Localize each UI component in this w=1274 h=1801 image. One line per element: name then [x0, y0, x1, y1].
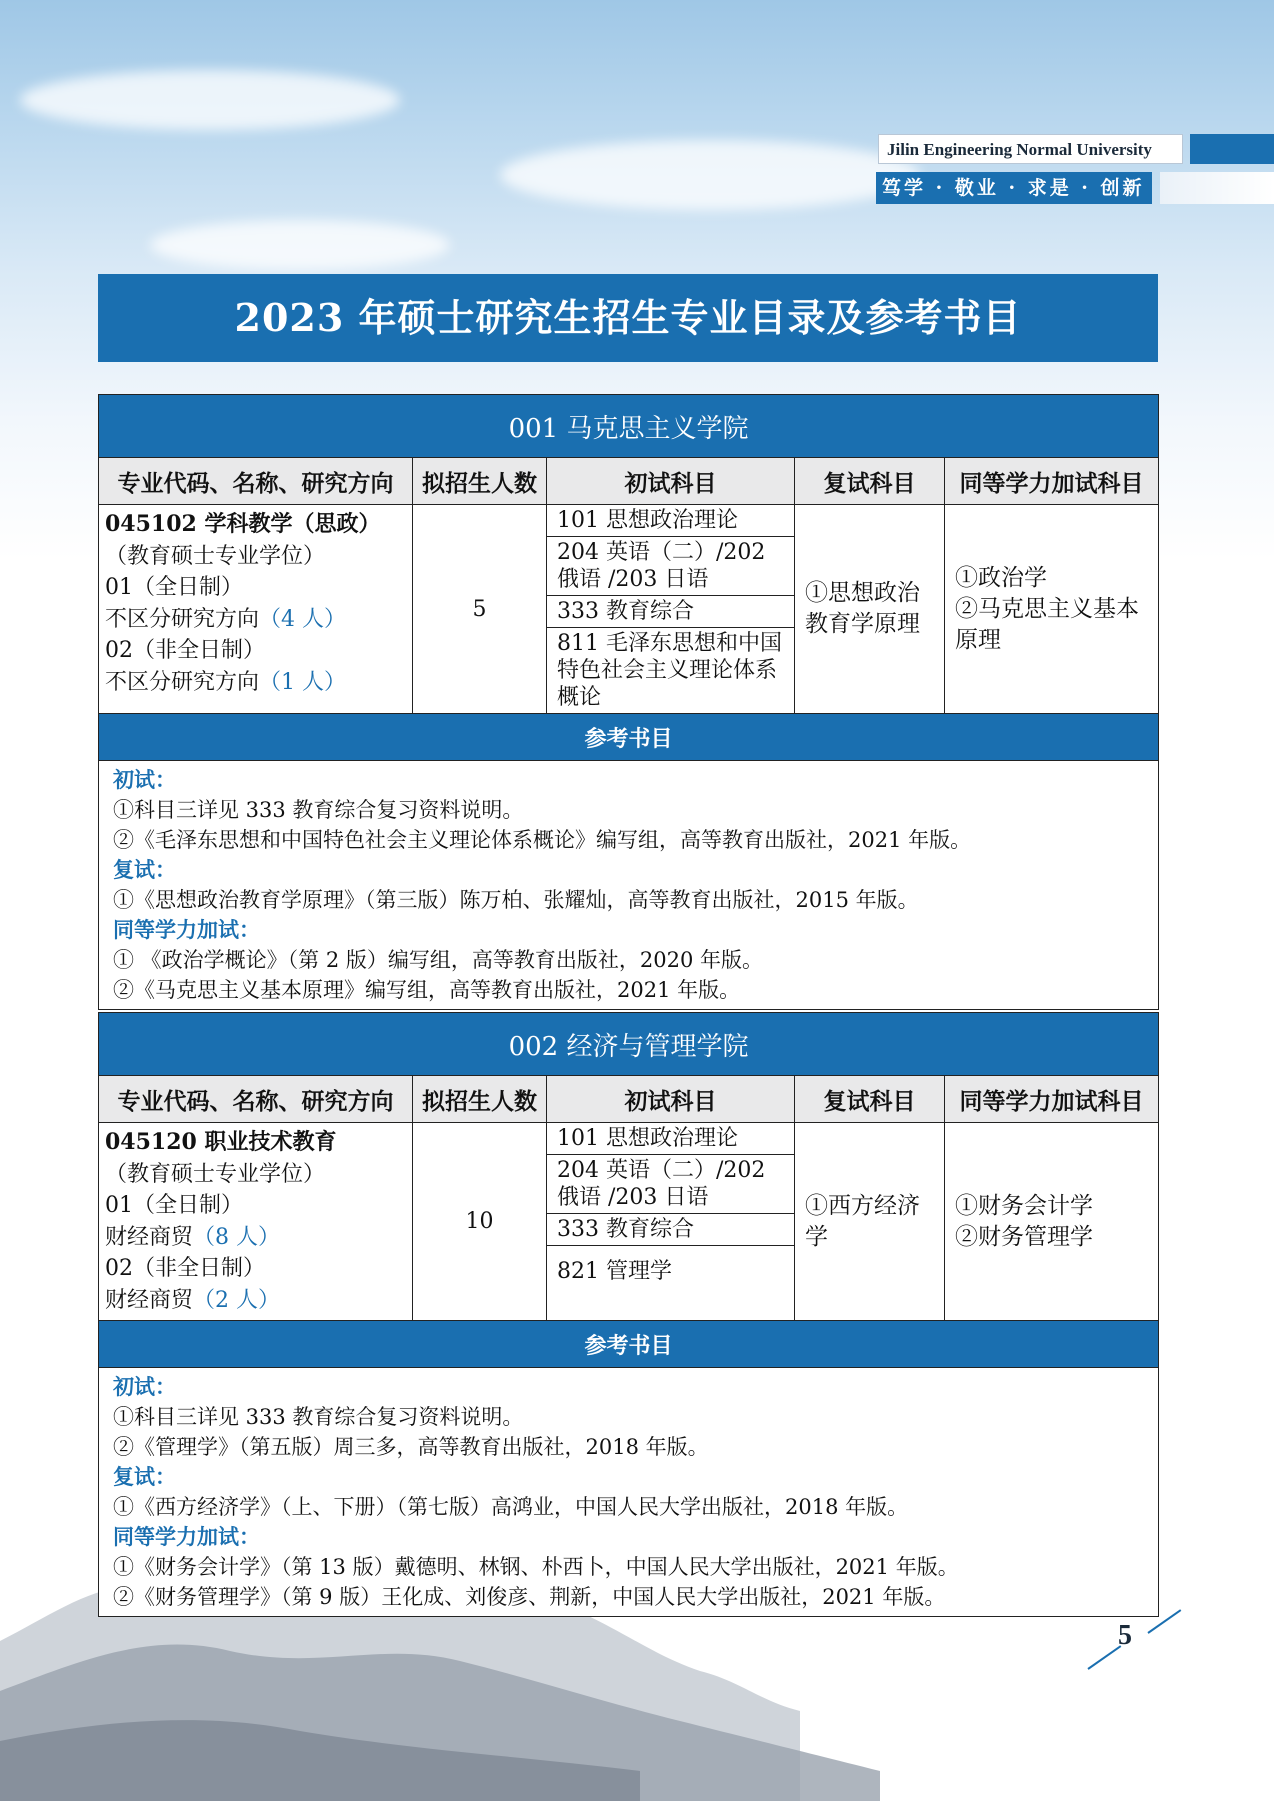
university-name: Jilin Engineering Normal University — [878, 134, 1183, 164]
ref-item: ① 《政治学概论》（第 2 版）编写组，高等教育出版社，2020 年版。 — [113, 948, 764, 972]
reference-heading: 参考书目 — [99, 714, 1159, 761]
subject-item: 811 毛泽东思想和中国特色社会主义理论体系概论 — [557, 631, 782, 710]
quota-parttime: （2 人） — [193, 1287, 281, 1313]
column-header-extra-exam: 同等学力加试科目 — [945, 1076, 1159, 1123]
reference-list — [99, 761, 1159, 1010]
motto-accent — [1160, 172, 1274, 204]
column-header-major: 专业代码、名称、研究方向 — [99, 458, 413, 505]
ref-item: ①《财务会计学》（第 13 版）戴德明、林钢、朴西卜，中国人民大学出版社，2021 年版。 — [113, 1555, 959, 1579]
quota-parttime: （1 人） — [259, 669, 347, 695]
major-cell — [99, 1123, 413, 1321]
header-accent — [1190, 134, 1274, 164]
column-header-extra-exam: 同等学力加试科目 — [945, 458, 1159, 505]
subject-item: 333 教育综合 — [547, 1214, 794, 1246]
study-mode-fulltime: 01（全日制） — [105, 1193, 243, 1218]
reference-list — [99, 1368, 1159, 1617]
major-code-name: 045102 学科教学（思政） — [105, 511, 381, 537]
ref-item: ①科目三详见 333 教育综合复习资料说明。 — [113, 798, 524, 822]
research-direction: 不区分研究方向 — [105, 669, 260, 695]
extra-exam-item: ②马克思主义基本原理 — [955, 595, 1139, 653]
study-mode-parttime: 02（非全日制） — [105, 638, 265, 663]
subject-item: 101 思想政治理论 — [547, 505, 794, 537]
page-number: 5 — [1118, 1620, 1132, 1651]
cloud-decoration — [150, 220, 450, 270]
extra-exam-item: ①财务会计学 — [955, 1192, 1093, 1219]
cloud-decoration — [500, 140, 920, 210]
page-title: 2023 年硕士研究生招生专业目录及参考书目 — [98, 274, 1158, 362]
ref-extra-label: 同等学力加试： — [113, 1525, 260, 1549]
extra-exam-item: ①政治学 — [955, 564, 1047, 591]
ref-item: ①《西方经济学》（上、下册）（第七版）高鸿业，中国人民大学出版社，2018 年版。 — [113, 1495, 909, 1519]
column-header-major: 专业代码、名称、研究方向 — [99, 1076, 413, 1123]
column-header-initial-subjects: 初试科目 — [547, 1076, 795, 1123]
ref-extra-label: 同等学力加试： — [113, 918, 260, 942]
research-direction: 不区分研究方向 — [105, 606, 260, 632]
column-header-retest: 复试科目 — [795, 1076, 945, 1123]
degree-type: （教育硕士专业学位） — [105, 1161, 326, 1187]
major-code-name: 045120 职业技术教育 — [105, 1129, 337, 1155]
ref-item: ②《毛泽东思想和中国特色社会主义理论体系概论》编写组，高等教育出版社，2021 年版。 — [113, 828, 972, 852]
extra-exam-cell — [945, 1123, 1159, 1321]
retest-subject: ①思想政治教育学原理 — [795, 505, 945, 714]
initial-subjects-cell — [547, 505, 795, 714]
ref-item: ①《思想政治教育学原理》（第三版）陈万柏、张耀灿，高等教育出版社，2015 年版。 — [113, 888, 919, 912]
enrollment-count: 10 — [413, 1123, 547, 1321]
subject-item: 821 管理学 — [557, 1259, 672, 1284]
subject-item: 204 英语（二）/202 俄语 /203 日语 — [547, 1155, 794, 1214]
ref-item: ①科目三详见 333 教育综合复习资料说明。 — [113, 1405, 524, 1429]
catalog-table-001 — [98, 394, 1159, 1010]
subject-item: 333 教育综合 — [547, 596, 794, 628]
catalog-table-002 — [98, 1012, 1159, 1617]
enrollment-count: 5 — [413, 505, 547, 714]
subject-item: 101 思想政治理论 — [547, 1123, 794, 1155]
column-header-enrollment: 拟招生人数 — [413, 458, 547, 505]
reference-heading: 参考书目 — [99, 1321, 1159, 1368]
column-header-enrollment: 拟招生人数 — [413, 1076, 547, 1123]
major-cell — [99, 505, 413, 714]
ref-initial-label: 初试： — [113, 1375, 176, 1399]
university-motto: 笃学 · 敬业 · 求是 · 创新 — [876, 172, 1152, 204]
ref-retest-label: 复试： — [113, 858, 176, 882]
ref-item: ②《马克思主义基本原理》编写组，高等教育出版社，2021 年版。 — [113, 978, 741, 1002]
study-mode-parttime: 02（非全日制） — [105, 1256, 265, 1281]
ref-item: ②《管理学》（第五版）周三多，高等教育出版社，2018 年版。 — [113, 1435, 709, 1459]
retest-subject: ①西方经济学 — [795, 1123, 945, 1321]
extra-exam-cell — [945, 505, 1159, 714]
column-header-initial-subjects: 初试科目 — [547, 458, 795, 505]
cloud-decoration — [20, 70, 400, 130]
ref-item: ②《财务管理学》（第 9 版）王化成、刘俊彦、荆新，中国人民大学出版社，2021 年版。 — [113, 1585, 946, 1609]
quota-fulltime: （8 人） — [193, 1224, 281, 1250]
study-mode-fulltime: 01（全日制） — [105, 575, 243, 600]
school-heading: 001 马克思主义学院 — [99, 395, 1159, 458]
column-header-retest: 复试科目 — [795, 458, 945, 505]
extra-exam-item: ②财务管理学 — [955, 1223, 1093, 1250]
quota-fulltime: （4 人） — [259, 606, 347, 632]
research-direction: 财经商贸 — [105, 1224, 194, 1250]
research-direction: 财经商贸 — [105, 1287, 194, 1313]
degree-type: （教育硕士专业学位） — [105, 543, 326, 569]
school-heading: 002 经济与管理学院 — [99, 1013, 1159, 1076]
ref-initial-label: 初试： — [113, 768, 176, 792]
ref-retest-label: 复试： — [113, 1465, 176, 1489]
subject-item: 204 英语（二）/202 俄语 /203 日语 — [547, 537, 794, 596]
initial-subjects-cell — [547, 1123, 795, 1321]
